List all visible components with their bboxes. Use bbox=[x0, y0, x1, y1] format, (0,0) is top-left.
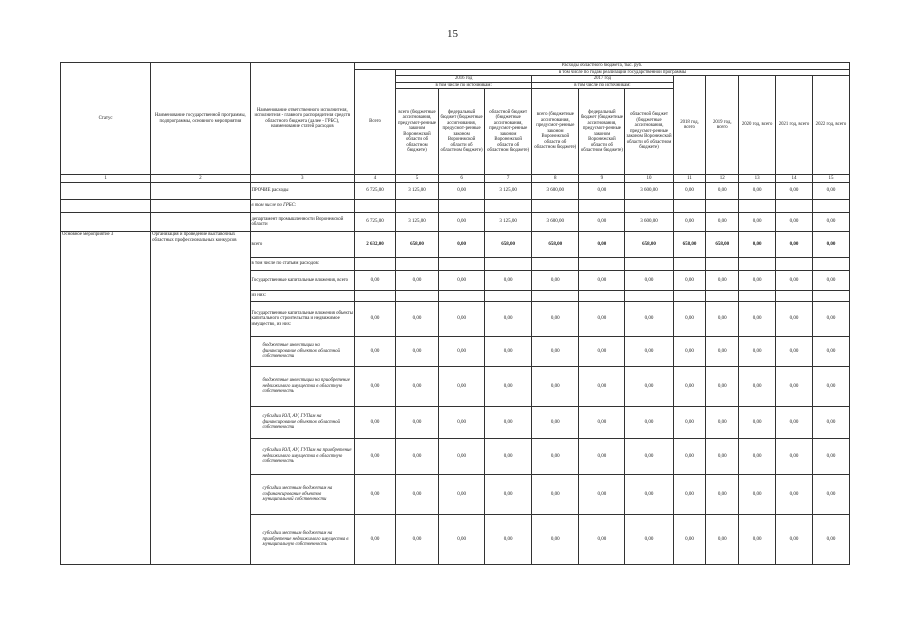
row-label: в том числе по ГРБС: bbox=[250, 200, 355, 213]
value-cell: 0,00 bbox=[532, 271, 579, 291]
status-cell bbox=[61, 213, 151, 232]
value-cell: 3 600,00 bbox=[625, 213, 673, 232]
value-cell: 0,00 bbox=[396, 302, 439, 337]
hdr-2016-fed: федеральный бюджет (бюджетные ассигнования, предусмот-ренные законом Воронежской области об областном бюджете) bbox=[439, 89, 485, 175]
value-cell: 658,00 bbox=[625, 232, 673, 258]
value-cell: 0,00 bbox=[776, 271, 813, 291]
col-num: 5 bbox=[396, 175, 439, 183]
value-cell: 0,00 bbox=[625, 337, 673, 367]
value-cell: 0,00 bbox=[706, 271, 739, 291]
hdr-2016: 2016 год bbox=[396, 76, 532, 83]
col-num: 10 bbox=[625, 175, 673, 183]
value-cell: 0,00 bbox=[776, 213, 813, 232]
value-cell: 658,00 bbox=[706, 232, 739, 258]
value-cell: 0,00 bbox=[439, 367, 485, 407]
value-cell: 0,00 bbox=[812, 302, 849, 337]
value-cell: 658,00 bbox=[485, 232, 532, 258]
value-cell: 0,00 bbox=[485, 337, 532, 367]
hdr-executor: Наименование ответственного исполнителя, исполнителя - главного распорядителя средств областного бюджета (далее - ГРБС), наименование статей расходов bbox=[250, 63, 355, 175]
value-cell: 0,00 bbox=[812, 367, 849, 407]
hdr-2018: 2018 год, всего bbox=[673, 76, 706, 175]
value-cell: 0,00 bbox=[532, 302, 579, 337]
value-cell: 0,00 bbox=[739, 271, 776, 291]
hdr-status: Статус bbox=[61, 63, 151, 175]
value-cell: 0,00 bbox=[776, 337, 813, 367]
row-label: Государственные капитальные вложения объекты капитального строительства и недвижимое имущество, из них: bbox=[250, 302, 355, 337]
value-cell: 0,00 bbox=[579, 515, 625, 565]
value-cell: 0,00 bbox=[776, 367, 813, 407]
value-cell: 0,00 bbox=[673, 439, 706, 475]
value-cell: 3 125,00 bbox=[396, 183, 439, 200]
value-cell: 0,00 bbox=[739, 367, 776, 407]
value-cell: 0,00 bbox=[439, 439, 485, 475]
value-cell: 0,00 bbox=[485, 302, 532, 337]
value-cell: 0,00 bbox=[739, 475, 776, 515]
col-num: 9 bbox=[579, 175, 625, 183]
value-cell: 0,00 bbox=[706, 367, 739, 407]
hdr-program: Наименование государственной программы, подпрограммы, основного мероприятия bbox=[151, 63, 250, 175]
value-cell: 0,00 bbox=[776, 515, 813, 565]
col-num: 6 bbox=[439, 175, 485, 183]
hdr-2022: 2022 год, всего bbox=[812, 76, 849, 175]
value-cell: 658,00 bbox=[532, 232, 579, 258]
value-cell: 0,00 bbox=[706, 475, 739, 515]
hdr-2016-obl: областной бюджет (бюджетные ассигнования, предусмот-ренные законом Воронежской области об областном бюджете) bbox=[485, 89, 532, 175]
value-cell: 0,00 bbox=[776, 439, 813, 475]
value-cell: 0,00 bbox=[625, 367, 673, 407]
value-cell: 0,00 bbox=[673, 183, 706, 200]
value-cell: 0,00 bbox=[485, 271, 532, 291]
col-num: 1 bbox=[61, 175, 151, 183]
value-cell: 0,00 bbox=[355, 407, 396, 439]
status-cell bbox=[61, 183, 151, 200]
value-cell: 0,00 bbox=[579, 367, 625, 407]
program-cell bbox=[151, 183, 250, 200]
value-cell: 0,00 bbox=[706, 337, 739, 367]
value-cell: 0,00 bbox=[673, 213, 706, 232]
value-cell: 0,00 bbox=[355, 515, 396, 565]
value-cell: 0,00 bbox=[439, 407, 485, 439]
value-cell: 0,00 bbox=[625, 515, 673, 565]
table-row bbox=[61, 213, 850, 232]
value-cell: 0,00 bbox=[439, 337, 485, 367]
program-cell: Организация и проведение выставочных областных профессиональных конкурсов bbox=[151, 232, 250, 565]
value-cell: 0,00 bbox=[485, 367, 532, 407]
value-cell: 0,00 bbox=[439, 475, 485, 515]
value-cell: 0,00 bbox=[355, 337, 396, 367]
col-num: 2 bbox=[151, 175, 250, 183]
value-cell: 0,00 bbox=[485, 439, 532, 475]
hdr-2017-fed: федеральный бюджет (бюджетные ассигнования, предусмот-ренные законом Воронежской области об областном бюджете) bbox=[579, 89, 625, 175]
value-cell: 0,00 bbox=[706, 515, 739, 565]
value-cell: 0,00 bbox=[812, 183, 849, 200]
row-label: Государственные капитальные вложения, всего bbox=[250, 271, 355, 291]
value-cell: 658,00 bbox=[396, 232, 439, 258]
value-cell: 3 125,00 bbox=[485, 213, 532, 232]
hdr-2017-vsego: всего (бюджетные ассигнования, предусмот-ренные законом Воронежской области об областном бюджете) bbox=[532, 89, 579, 175]
status-cell: Основное мероприятие 3 bbox=[61, 232, 151, 565]
value-cell: 0,00 bbox=[739, 407, 776, 439]
col-num: 15 bbox=[812, 175, 849, 183]
hdr-total: Всего bbox=[355, 69, 396, 175]
col-num: 11 bbox=[673, 175, 706, 183]
row-label: субсидии местным бюджетам на софинансирование объектов муниципальной собственности bbox=[250, 475, 355, 515]
row-label: субсидии ЮЛ, АУ, ГУПам на приобретение недвижимого имущества в областную собственность bbox=[250, 439, 355, 475]
value-cell: 0,00 bbox=[439, 515, 485, 565]
value-cell: 0,00 bbox=[706, 439, 739, 475]
value-cell: 0,00 bbox=[673, 515, 706, 565]
value-cell: 0,00 bbox=[439, 232, 485, 258]
value-cell: 0,00 bbox=[485, 407, 532, 439]
col-num: 13 bbox=[739, 175, 776, 183]
row-label: бюджетные инвестиции на приобретение недвижимого имущества в областную собственность bbox=[250, 367, 355, 407]
row-label: субсидии ЮЛ, АУ, ГУПам на финансирование объектов областной собственности bbox=[250, 407, 355, 439]
value-cell: 0,00 bbox=[625, 475, 673, 515]
table-row bbox=[61, 232, 850, 258]
value-cell: 0,00 bbox=[706, 213, 739, 232]
value-cell: 0,00 bbox=[812, 515, 849, 565]
value-cell: 0,00 bbox=[396, 515, 439, 565]
hdr-expenses-title: Расходы областного бюджета, тыс. руб. bbox=[355, 63, 850, 70]
value-cell: 0,00 bbox=[439, 302, 485, 337]
value-cell: 0,00 bbox=[812, 337, 849, 367]
value-cell: 0,00 bbox=[532, 337, 579, 367]
value-cell: 0,00 bbox=[776, 302, 813, 337]
value-cell: 0,00 bbox=[776, 475, 813, 515]
col-num: 7 bbox=[485, 175, 532, 183]
value-cell: 0,00 bbox=[355, 475, 396, 515]
value-cell: 0,00 bbox=[532, 475, 579, 515]
value-cell: 0,00 bbox=[673, 367, 706, 407]
value-cell: 0,00 bbox=[355, 302, 396, 337]
value-cell: 0,00 bbox=[396, 407, 439, 439]
value-cell: 0,00 bbox=[706, 407, 739, 439]
hdr-2020: 2020 год, всего bbox=[739, 76, 776, 175]
value-cell: 0,00 bbox=[396, 367, 439, 407]
value-cell: 0,00 bbox=[439, 213, 485, 232]
hdr-2017: 2017 год bbox=[532, 76, 673, 83]
value-cell: 0,00 bbox=[625, 302, 673, 337]
value-cell: 0,00 bbox=[579, 213, 625, 232]
value-cell: 0,00 bbox=[625, 271, 673, 291]
value-cell: 0,00 bbox=[355, 271, 396, 291]
value-cell: 0,00 bbox=[532, 439, 579, 475]
value-cell: 0,00 bbox=[355, 439, 396, 475]
value-cell: 0,00 bbox=[396, 439, 439, 475]
hdr-2016-vsego: всего (бюджетные ассигнования, предусмот-ренные законом Воронежской области об областном бюджете) bbox=[396, 89, 439, 175]
row-label: всего bbox=[250, 232, 355, 258]
value-cell: 0,00 bbox=[439, 271, 485, 291]
value-cell: 0,00 bbox=[739, 183, 776, 200]
value-cell: 0,00 bbox=[673, 302, 706, 337]
value-cell: 0,00 bbox=[396, 337, 439, 367]
program-cell bbox=[151, 213, 250, 232]
value-cell: 0,00 bbox=[485, 515, 532, 565]
value-cell: 0,00 bbox=[812, 407, 849, 439]
value-cell: 0,00 bbox=[532, 367, 579, 407]
status-cell bbox=[61, 200, 151, 213]
value-cell: 0,00 bbox=[579, 337, 625, 367]
value-cell: 0,00 bbox=[485, 475, 532, 515]
budget-table bbox=[60, 62, 850, 565]
value-cell: 0,00 bbox=[579, 183, 625, 200]
value-cell: 3 600,00 bbox=[532, 183, 579, 200]
value-cell: 0,00 bbox=[739, 232, 776, 258]
value-cell: 3 125,00 bbox=[485, 183, 532, 200]
value-cell: 0,00 bbox=[579, 271, 625, 291]
row-label: ПРОЧИЕ расходы bbox=[250, 183, 355, 200]
hdr-expenses-sub: в том числе по годам реализации государственной программы bbox=[396, 69, 850, 76]
hdr-2017-obl: областной бюджет (бюджетные ассигнования, предусмот-ренные законом Воронежской области об областном бюджете) bbox=[625, 89, 673, 175]
value-cell: 0,00 bbox=[812, 475, 849, 515]
value-cell: 0,00 bbox=[812, 439, 849, 475]
value-cell: 0,00 bbox=[812, 232, 849, 258]
program-cell bbox=[151, 200, 250, 213]
value-cell: 0,00 bbox=[673, 475, 706, 515]
value-cell: 0,00 bbox=[439, 183, 485, 200]
value-cell: 0,00 bbox=[739, 213, 776, 232]
row-label: департамент промышленности Воронежской области bbox=[250, 213, 355, 232]
value-cell: 0,00 bbox=[532, 407, 579, 439]
col-num: 3 bbox=[250, 175, 355, 183]
value-cell: 0,00 bbox=[625, 439, 673, 475]
hdr-2021: 2021 год, всего bbox=[776, 76, 813, 175]
value-cell: 0,00 bbox=[396, 271, 439, 291]
value-cell: 0,00 bbox=[579, 407, 625, 439]
row-label: в том числе по статьям расходов: bbox=[250, 258, 355, 271]
value-cell: 0,00 bbox=[776, 407, 813, 439]
value-cell: 0,00 bbox=[776, 232, 813, 258]
hdr-2017-sources: в том числе по источникам: bbox=[532, 82, 673, 89]
row-label: субсидии местным бюджетам на приобретение недвижимого имущества в муниципальную собственность bbox=[250, 515, 355, 565]
value-cell: 0,00 bbox=[706, 302, 739, 337]
value-cell: 0,00 bbox=[396, 475, 439, 515]
value-cell: 0,00 bbox=[355, 367, 396, 407]
value-cell: 0,00 bbox=[673, 337, 706, 367]
value-cell: 0,00 bbox=[579, 439, 625, 475]
value-cell: 3 600,00 bbox=[532, 213, 579, 232]
value-cell: 6 725,00 bbox=[355, 213, 396, 232]
value-cell: 3 600,00 bbox=[625, 183, 673, 200]
value-cell: 2 632,00 bbox=[355, 232, 396, 258]
hdr-2019: 2019 год, всего bbox=[706, 76, 739, 175]
value-cell: 0,00 bbox=[579, 475, 625, 515]
value-cell: 0,00 bbox=[812, 213, 849, 232]
row-label: из них: bbox=[250, 291, 355, 302]
value-cell: 0,00 bbox=[579, 302, 625, 337]
value-cell: 658,00 bbox=[673, 232, 706, 258]
value-cell: 6 725,00 bbox=[355, 183, 396, 200]
value-cell: 0,00 bbox=[739, 439, 776, 475]
value-cell: 0,00 bbox=[625, 407, 673, 439]
col-num: 14 bbox=[776, 175, 813, 183]
value-cell: 3 125,00 bbox=[396, 213, 439, 232]
column-numbers-row bbox=[61, 175, 850, 183]
value-cell: 0,00 bbox=[739, 337, 776, 367]
value-cell: 0,00 bbox=[579, 232, 625, 258]
value-cell: 0,00 bbox=[739, 515, 776, 565]
value-cell: 0,00 bbox=[812, 271, 849, 291]
page-number: 15 bbox=[447, 28, 458, 40]
row-label: бюджетные инвестиции на финансирование объектов областной собственности bbox=[250, 337, 355, 367]
col-num: 12 bbox=[706, 175, 739, 183]
table-row bbox=[61, 183, 850, 200]
hdr-2016-sources: в том числе по источникам: bbox=[396, 82, 532, 89]
value-cell: 0,00 bbox=[673, 271, 706, 291]
value-cell: 0,00 bbox=[776, 183, 813, 200]
table-row bbox=[61, 200, 850, 213]
col-num: 4 bbox=[355, 175, 396, 183]
value-cell: 0,00 bbox=[739, 302, 776, 337]
value-cell: 0,00 bbox=[706, 183, 739, 200]
col-num: 8 bbox=[532, 175, 579, 183]
value-cell: 0,00 bbox=[532, 515, 579, 565]
value-cell: 0,00 bbox=[673, 407, 706, 439]
